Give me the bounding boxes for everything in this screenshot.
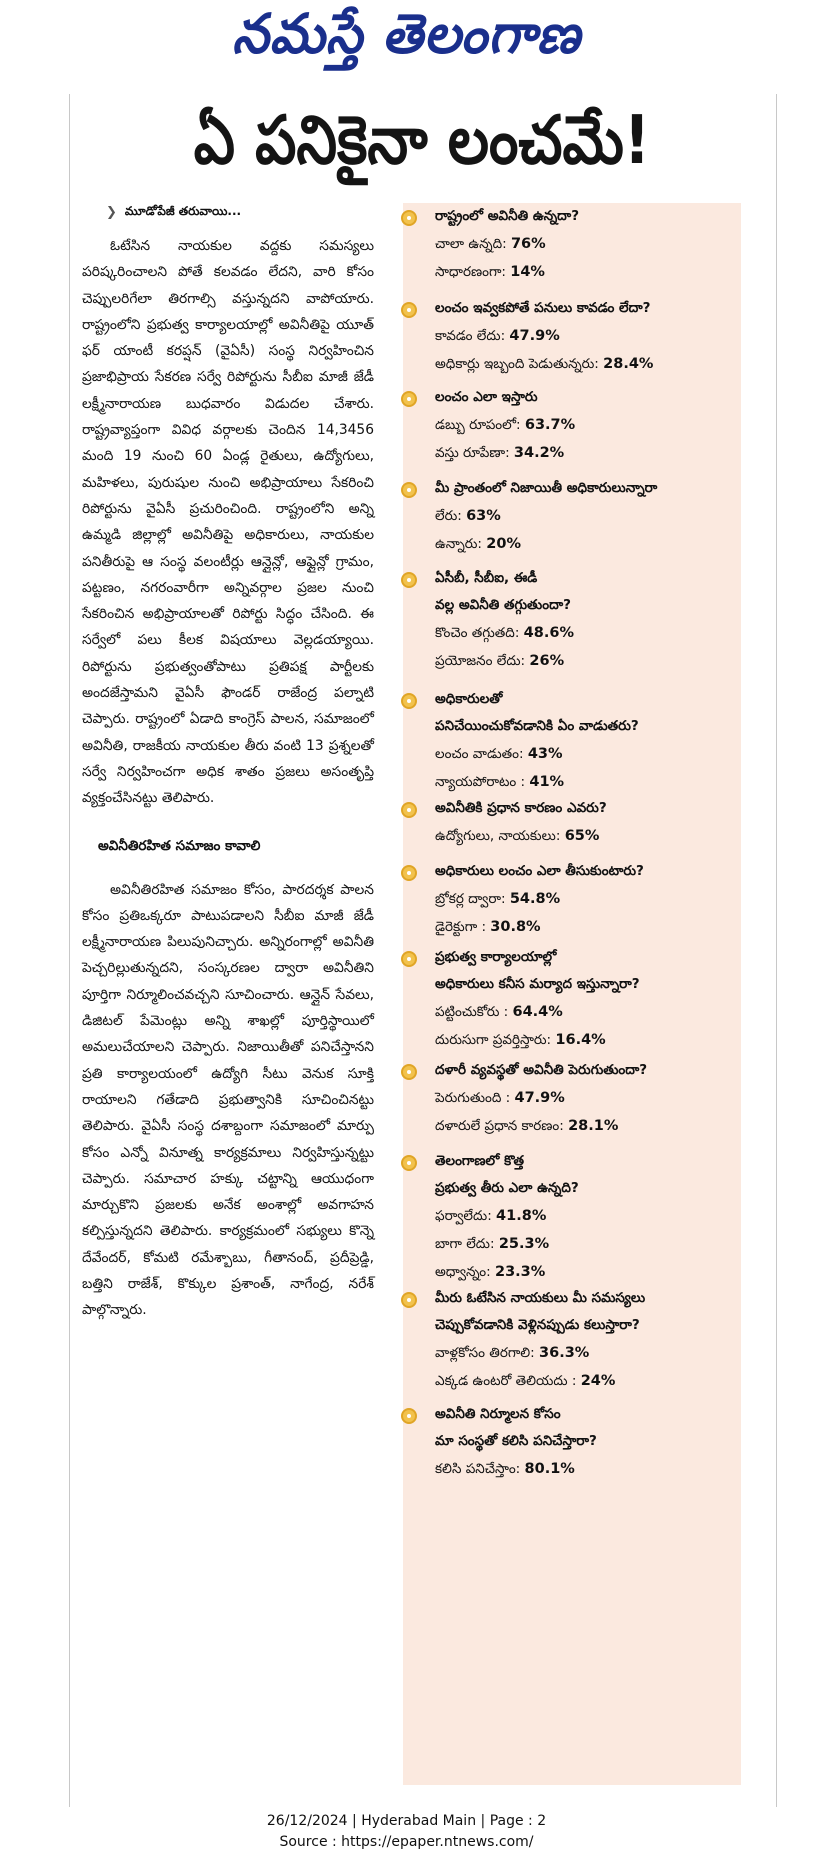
bullet-dot-icon (401, 1064, 417, 1080)
survey-item (403, 1401, 741, 1483)
answer-label: వాళ్లకోసం తిరగాలి: (435, 1345, 540, 1361)
survey-answer (435, 740, 741, 768)
survey-answer (435, 1258, 741, 1286)
survey-question: పనిచేయించుకోవడానికి ఏం వాడుతరు? (435, 718, 639, 734)
survey-question: అధికారులు లంచం ఎలా తీసుకుంటారు? (435, 863, 644, 879)
survey-question: దళారీ వ్యవస్థతో అవినీతి పెరుగుతుందా? (435, 1062, 648, 1078)
survey-item (403, 475, 741, 558)
survey-question: అవినీతికి ప్రధాన కారణం ఎవరు? (435, 800, 607, 816)
answer-percentage: 28.4% (603, 356, 654, 372)
survey-answer (435, 1339, 741, 1367)
answer-percentage: 63.7% (524, 417, 576, 433)
answer-label: లంచం వాడుతం: (435, 746, 528, 762)
answer-percentage: 43% (527, 746, 563, 762)
survey-question: అధికారులతో (435, 691, 503, 707)
answer-label: దళారులే ప్రధాన కారణం: (435, 1118, 569, 1134)
answer-label: అధికార్లు ఇబ్బంది పెడుతున్నరు: (435, 356, 604, 372)
answer-percentage: 30.8% (490, 919, 541, 935)
survey-answer (435, 530, 741, 558)
answer-label: ప్రయోజనం లేదు: (435, 653, 530, 669)
answer-percentage: 34.2% (513, 445, 565, 461)
survey-answer (435, 998, 741, 1026)
answer-label: లేరు: (435, 508, 467, 524)
page-footer (0, 1811, 813, 1853)
article-column (82, 204, 374, 1324)
survey-item (403, 295, 741, 378)
bullet-dot-icon (401, 802, 417, 818)
answer-percentage: 25.3% (498, 1236, 550, 1252)
survey-panel (403, 203, 741, 1785)
survey-question: రాష్ట్రంలో అవినీతి ఉన్నదా? (435, 208, 580, 224)
masthead-logo (0, 4, 813, 78)
answer-label: ఎక్కడ ఉంటరో తెలియదు : (435, 1373, 581, 1389)
answer-label: ఫర్వాలేదు: (435, 1208, 497, 1224)
article-paragraph-1: ఓటేసిన నాయకుల వద్దకు సమస్యలు పరిష్కరించాలని పోతే కలవడం లేదని, వారి కోసం చెప్పులరిగేలా తిరగాల్సి వస్తున్నదని వాపోయారు. రాష్ట్రంలోని ప్రభుత్వ కార్యాలయాల్లో అవినీతిపై యూత్ ఫర్ యాంటీ కరప్షన్ (వైఏసీ) సంస్థ నిర్వహించిన ప్రజాభిప్రాయ సేకరణ సర్వే రిపోర్టును సీబీఐ మాజీ జేడీ లక్ష్మీనారాయణ బుధవారం విడుదల చేశారు. రాష్ట్రవ్యాప్తంగా వివిధ వర్గాలకు చెందిన 14,3456 మంది 19 నుంచి 60 ఏండ్ల రైతులు, ఉద్యోగులు, మహిళలు, పురుషుల నుంచి అభిప్రాయాలు సేకరించి రిపోర్టును వైఏసీ ప్రచురించింది. రాష్ట్రంలోని అన్ని ఉమ్మడి జిల్లాల్లో అవినీతిపై అధికారులు, నాయకుల పనితీరుపై ఆ సంస్థ వలంటీర్లు ఆన్లైన్లో, ఆఫ్లైన్లో గ్రామం, పట్టణం, నగరంవారీగా అన్నివర్గాల ప్రజల నుంచి సేకరించిన అభిప్రాయాలతో రిపోర్టు సిద్ధం చేసింది. ఈ సర్వేలో పలు కీలక విషయాలు వెల్లడయ్యాయి. రిపోర్టును ప్రభుత్వంతోపాటు ప్రతిపక్ష పార్టీలకు అందజేస్తామని వైఏసీ ఫౌండర్ రాజేంద్ర పల్నాటి చెప్పారు. రాష్ట్రంలో ఏడాది కాంగ్రెస్ పాలన, సమాజంలో అవినీతి, రాజకీయ నాయకుల తీరు వంటి 13 ప్రశ్నలతో సర్వే నిర్వహించగా అధిక శాతం ప్రజలు అసంతృప్తి వ్యక్తంచేసినట్టు తెలిపారు. (82, 238, 374, 807)
bullet-dot-icon (401, 391, 417, 407)
survey-question: లంచం ఎలా ఇస్తారు (435, 389, 538, 405)
answer-label: కొంచెం తగ్గుతది: (435, 625, 524, 641)
article-paragraph-2: అవినీతిరహిత సమాజం కోసం, పారదర్శక పాలన కోసం ప్రతిఒక్కరూ పాటుపడాలని సీబీఐ మాజీ జేడీ లక్ష్మీనారాయణ పిలుపునిచ్చారు. అన్నిరంగాల్లో అవినీతి పెచ్చరిల్లుతున్నదని, సంస్కరణల ద్వారా అవినీతిని పూర్తిగా నిర్మూలించవచ్చని సూచించారు. ఆన్లైన్ సేవలు, డిజిటల్ పేమెంట్లు అన్ని శాఖల్లో పూర్తిస్థాయిలో అమలుచేయాలని చెప్పారు. నిజాయితీతో పనిచేస్తానని ప్రతి కార్యాలయంలో ఉద్యోగి సీటు వెనుక సూక్తి రాయాలని గతేడాది ప్రభుత్వానికి సూచించినట్టు తెలిపారు. వైఏసీ సంస్థ దశాబ్దంగా సమాజంలో మార్పు కోసం ఎన్నో వినూత్న కార్యక్రమాలు నిర్వహిస్తున్నట్టు చెప్పారు. సమాచార హక్కు చట్టాన్ని ఆయుధంగా మార్చుకొని ప్రజలకు అనేక అంశాల్లో అవగాహన కల్పిస్తున్నదని తెలిపారు. కార్యక్రమంలో సభ్యులు కొన్నె దేవేందర్, కోమటి రమేశ్బాబు, గీతానంద్, ప్రదీప్రెడ్డి, బత్తిని రాజేశ్, కొక్కుల ప్రశాంత్, నాగేంద్ర, నరేశ్ పాల్గొన్నారు. (82, 881, 374, 1319)
survey-answer (435, 1026, 741, 1054)
answer-percentage: 63% (466, 508, 501, 524)
answer-percentage: 23.3% (495, 1264, 546, 1280)
survey-answer (435, 647, 741, 675)
survey-question: చెప్పుకోవడానికి వెళ్లినప్పుడు కలుస్తారా? (435, 1317, 640, 1333)
survey-question: మా సంస్థతో కలిసి పనిచేస్తారా? (435, 1433, 597, 1449)
survey-answer (435, 1455, 741, 1483)
answer-percentage: 24% (580, 1373, 616, 1389)
survey-question: తెలంగాణలో కొత్త (435, 1153, 524, 1169)
answer-label: న్యాయపోరాటం : (435, 774, 530, 790)
chevron-right-icon: ❯ (106, 205, 117, 220)
survey-question: ఏసీబీ, సీబీఐ, ఈడీ (435, 570, 538, 586)
survey-answer (435, 439, 741, 467)
bullet-dot-icon (401, 572, 417, 588)
survey-question: అవినీతి నిర్మూలన కోసం (435, 1406, 561, 1422)
survey-answer (435, 350, 741, 378)
answer-label: డైరెక్టుగా : (435, 919, 491, 935)
survey-item (403, 384, 741, 467)
footer-edition-info: 26/12/2024 | Hyderabad Main | Page : 2 (266, 1813, 547, 1829)
answer-percentage: 54.8% (509, 891, 561, 907)
survey-answer (435, 230, 741, 258)
answer-label: దురుసుగా ప్రవర్తిస్తారు: (435, 1032, 556, 1048)
survey-item (403, 944, 741, 1054)
survey-question: మీరు ఓటేసిన నాయకులు మీ సమస్యలు (435, 1290, 646, 1306)
survey-answer (435, 1202, 741, 1230)
bullet-dot-icon (401, 302, 417, 318)
answer-label: ఉద్యోగులు, నాయకులు: (435, 828, 565, 844)
bullet-dot-icon (401, 693, 417, 709)
survey-item (403, 1057, 741, 1140)
headline-text: ఏ పనికైనా లంచమే! (193, 100, 651, 179)
answer-label: బాగా లేదు: (435, 1236, 499, 1252)
answer-percentage: 80.1% (524, 1461, 575, 1477)
answer-percentage: 41.8% (496, 1208, 547, 1224)
answer-percentage: 64.4% (512, 1004, 563, 1020)
answer-percentage: 20% (486, 536, 521, 552)
survey-question: ప్రభుత్వ తీరు ఎలా ఉన్నది? (435, 1180, 579, 1196)
answer-label: అధ్వాన్నం: (435, 1264, 495, 1280)
article-subheading: అవినీతిరహిత సమాజం కావాలి (98, 837, 261, 854)
survey-answer (435, 1230, 741, 1258)
continuation-text: మూడోపేజీ తరువాయి... (124, 204, 242, 218)
survey-answer (435, 768, 741, 796)
survey-answer (435, 1112, 741, 1140)
footer-source: Source : https://epaper.ntnews.com/ (279, 1834, 534, 1850)
answer-percentage: 26% (529, 653, 565, 669)
answer-percentage: 76% (510, 236, 546, 252)
answer-label: కలిసి పనిచేస్తాం: (435, 1461, 525, 1477)
survey-answer (435, 258, 741, 286)
masthead-title: నమస్తే తెలంగాణ (232, 2, 581, 67)
survey-item (403, 686, 741, 796)
answer-percentage: 14% (510, 264, 545, 280)
answer-percentage: 47.9% (514, 1090, 565, 1106)
headline (69, 96, 775, 200)
answer-label: డబ్బు రూపంలో: (435, 417, 525, 433)
bullet-dot-icon (401, 1155, 417, 1171)
survey-question: అధికారులు కనీస మర్యాద ఇస్తున్నారా? (435, 976, 640, 992)
survey-question: మీ ప్రాంతంలో నిజాయితీ అధికారులున్నారా (435, 480, 658, 496)
survey-answer (435, 411, 741, 439)
survey-question: ప్రభుత్వ కార్యాలయాల్లో (435, 949, 557, 965)
bullet-dot-icon (401, 1408, 417, 1424)
survey-answer (435, 822, 741, 850)
bullet-dot-icon (401, 482, 417, 498)
answer-label: కావడం లేదు: (435, 328, 510, 344)
bullet-dot-icon (401, 865, 417, 881)
answer-percentage: 16.4% (555, 1032, 606, 1048)
survey-item (403, 795, 741, 850)
answer-label: వస్తు రూపేణా: (435, 445, 514, 461)
survey-item (403, 858, 741, 941)
survey-item (403, 1285, 741, 1395)
answer-percentage: 48.6% (523, 625, 574, 641)
answer-percentage: 41% (529, 774, 565, 790)
bullet-dot-icon (401, 210, 417, 226)
answer-label: చాలా ఉన్నది: (435, 236, 511, 252)
survey-answer (435, 913, 741, 941)
answer-label: పెరుగుతుంది : (435, 1090, 515, 1106)
survey-answer (435, 322, 741, 350)
survey-answer (435, 619, 741, 647)
bullet-dot-icon (401, 951, 417, 967)
answer-percentage: 47.9% (509, 328, 560, 344)
bullet-dot-icon (401, 1292, 417, 1308)
survey-answer (435, 502, 741, 530)
continuation-note (106, 204, 374, 221)
answer-percentage: 36.3% (539, 1345, 590, 1361)
answer-label: ఉన్నారు: (435, 536, 487, 552)
survey-answer (435, 1367, 741, 1395)
survey-item (403, 1148, 741, 1286)
survey-answer (435, 885, 741, 913)
answer-label: బ్రోకర్ల ద్వారా: (435, 891, 510, 907)
answer-label: పట్టించుకోరు : (435, 1004, 513, 1020)
survey-question: లంచం ఇవ్వకపోతే పనులు కావడం లేదా? (435, 300, 651, 316)
survey-question: వల్ల అవినీతి తగ్గుతుందా? (435, 597, 571, 613)
answer-percentage: 28.1% (568, 1118, 619, 1134)
survey-item (403, 203, 741, 286)
answer-percentage: 65% (564, 828, 600, 844)
survey-item (403, 565, 741, 675)
survey-answer (435, 1084, 741, 1112)
answer-label: సాధారణంగా: (435, 264, 511, 280)
